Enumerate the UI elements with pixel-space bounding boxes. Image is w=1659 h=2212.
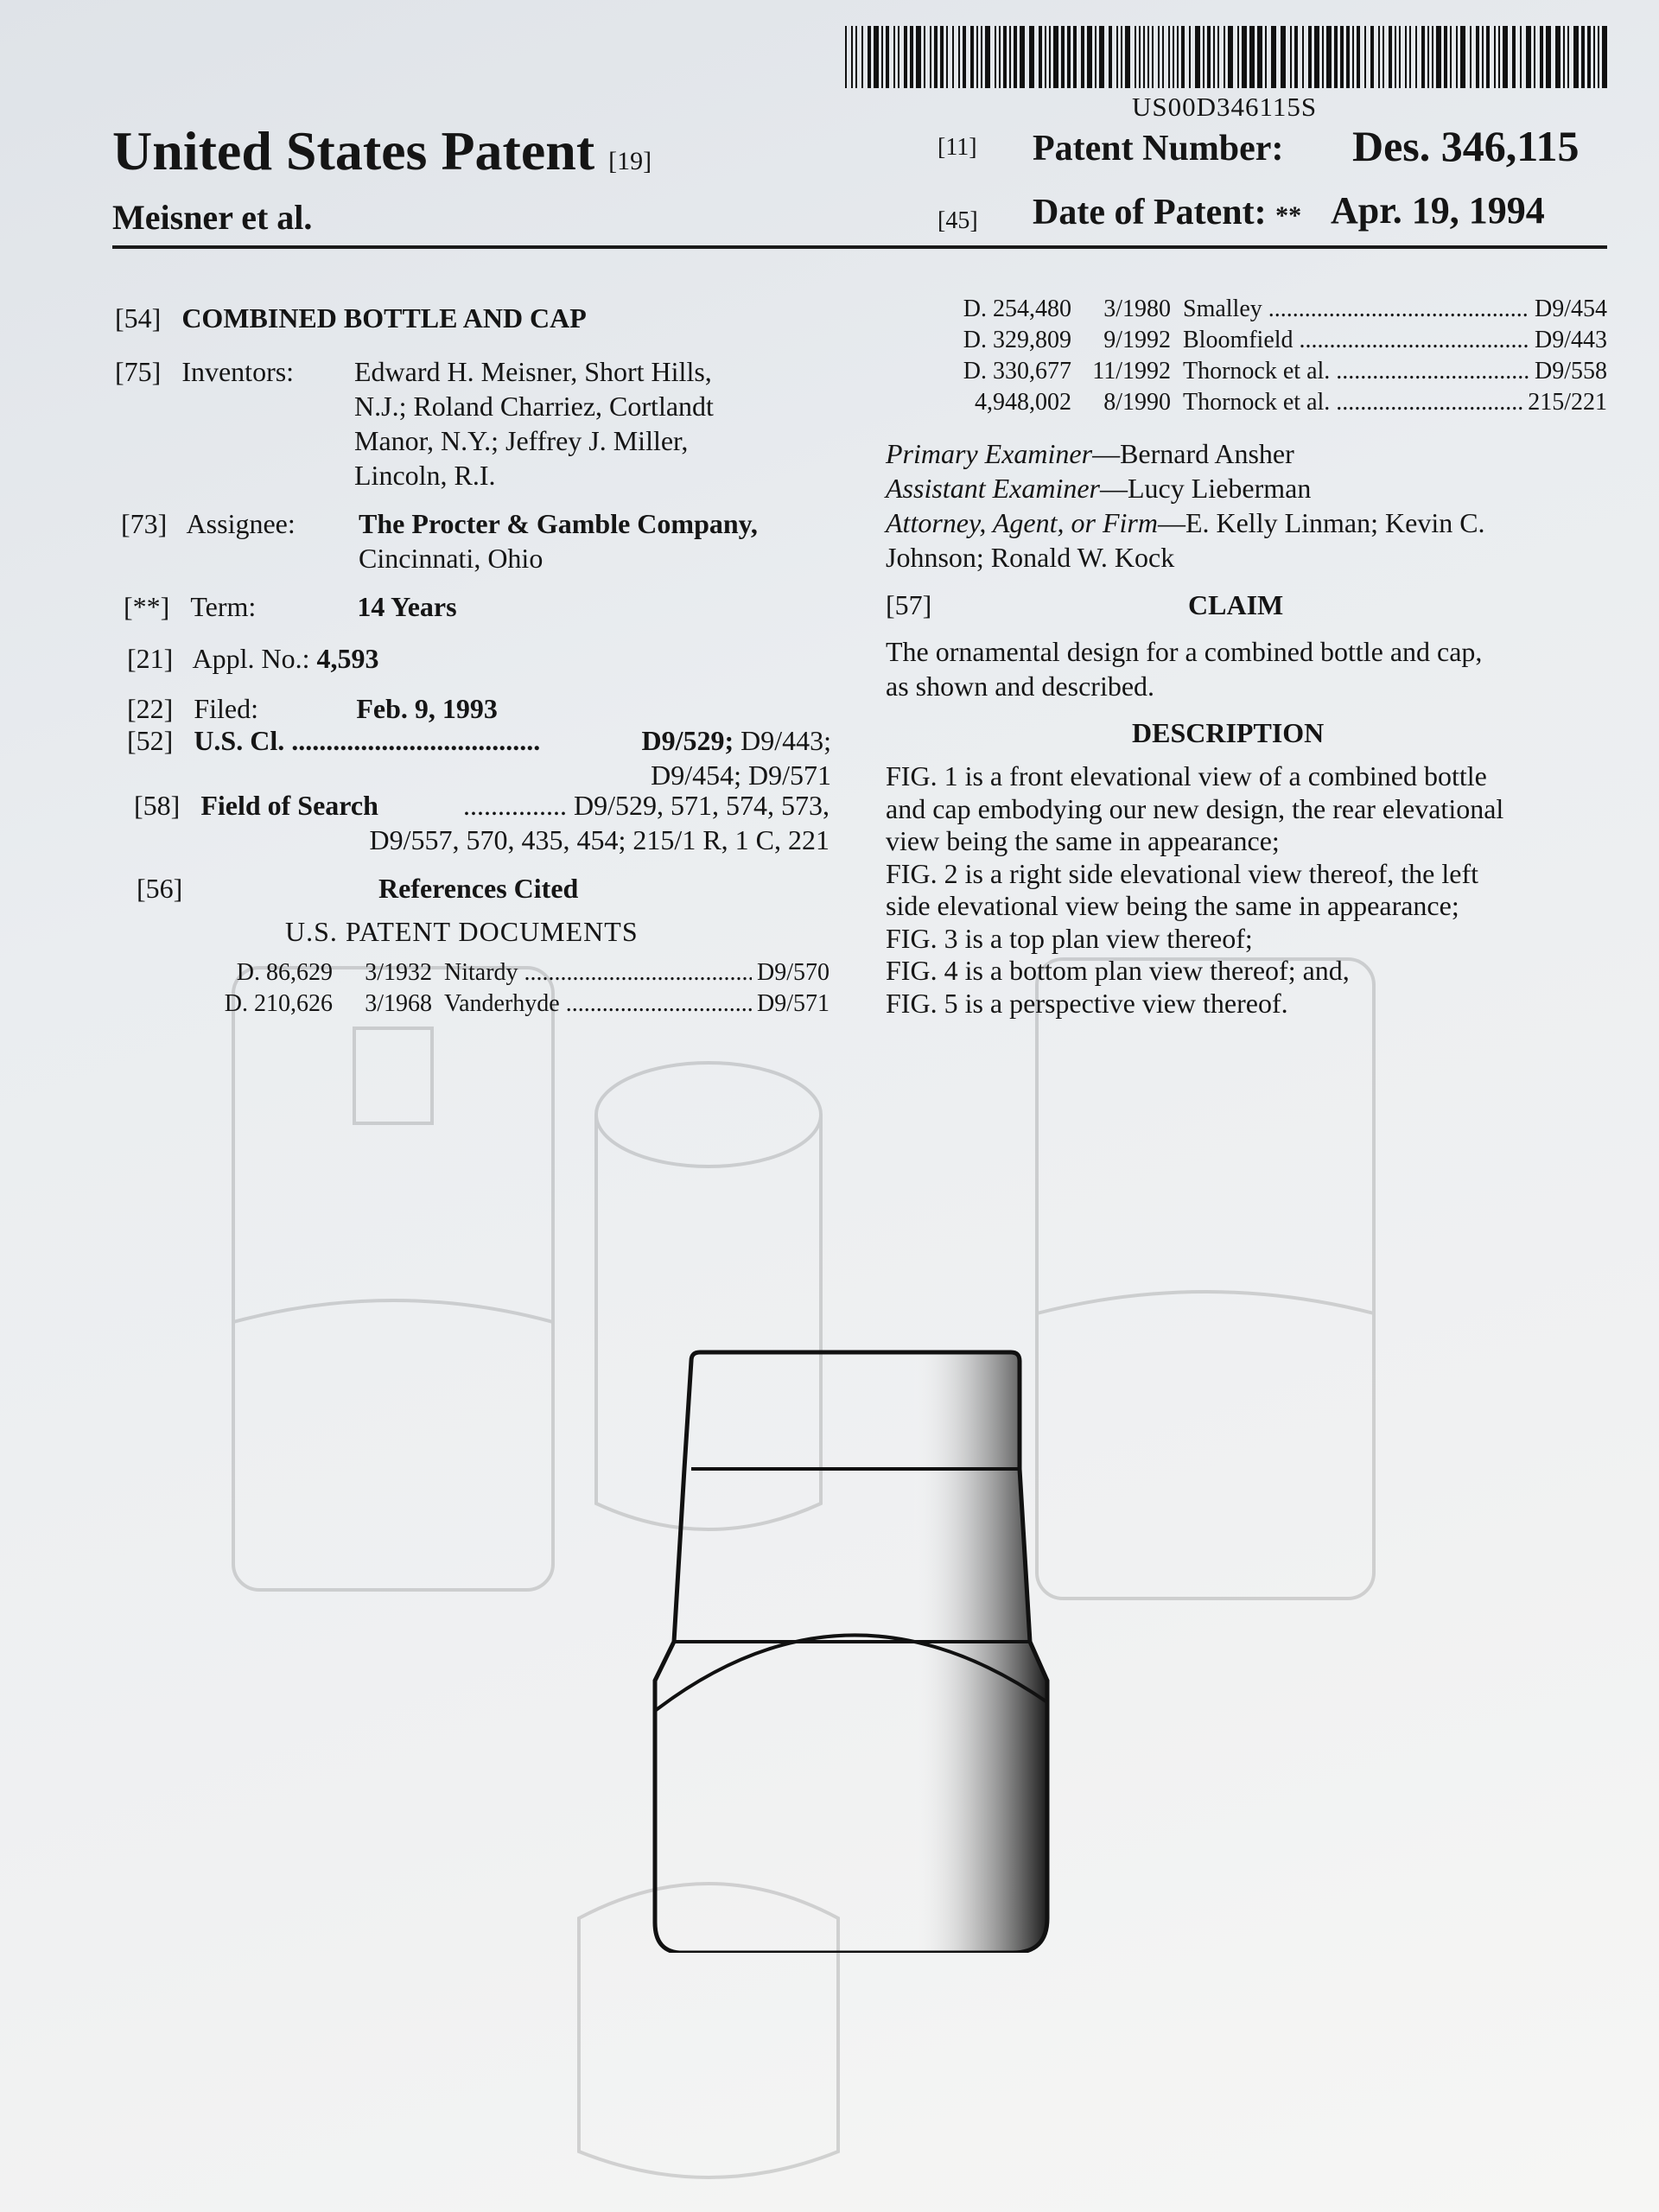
barcode-number: US00D346115S [1132,92,1318,122]
inventors-list: Edward H. Meisner, Short Hills, N.J.; Roland Charriez, Cortlandt Manor, N.Y.; Jeffrey J. Miller, Lincoln, R.I. [354,356,714,491]
claim-text: The ornamental design for a combined bottle and cap, as shown and described. [886,636,1483,702]
assignee: The Procter & Gamble Company, Cincinnati, Ohio [359,508,758,574]
patent-date: Apr. 19, 1994 [1331,189,1545,232]
references-list-right [916,294,1607,418]
patent-number-code: [11] [938,134,977,161]
field-of-search-label: [58] Field of Search [134,790,378,821]
inventors-field-label: [75] Inventors: [115,356,295,387]
bottle-cap-drawing [639,1348,1071,1953]
us-class-field-label: [52] U.S. Cl. .................................... [127,725,541,756]
inventors-short: Meisner et al. [112,198,313,237]
reference-row: D. 210,626 3/1968 Vanderhyde ..... D9/571 [177,988,830,1020]
bottle-body [655,1352,1047,1953]
title-field: [54] COMBINED BOTTLE AND CAP [115,302,587,334]
assignee-field-label: [73] Assignee: [121,508,296,539]
patent-number: Des. 346,115 [1352,122,1580,170]
date-code: [45] [938,207,978,234]
claim-heading: CLAIM [1188,589,1284,620]
term-field: [**] Term: 14 Years [124,591,457,622]
claim-code: [57] [886,589,932,620]
description-text: FIG. 1 is a front elevational view of a combined bottle and cap embodying our new design, the rear elevational view being the same in appearance; FIG. 2 is a right side elevational view thereof, the left side elevational view being the same in appearance; FIG. 3 is a top plan view thereof; FIG. 4 is a bottom plan view thereof; and, FIG. 5 is a perspective view thereof. [886,760,1504,1019]
references-list-left [177,957,830,1020]
field-of-search-values: ............... D9/529, 571, 574, 573, D9/557, 570, 435, 454; 215/1 R, 1 C, 221 [369,790,830,855]
us-patent-docs-heading: U.S. PATENT DOCUMENTS [285,916,639,947]
patent-office-title: United States Patent [19] [112,120,652,181]
reference-row: D. 330,677 11/1992 Thornock et al. ..... D9/558 [916,356,1607,387]
header-rule [112,245,1607,249]
date-label: Date of Patent: ** [1033,193,1302,232]
us-class-values: D9/529; D9/443; D9/454; D9/571 [641,725,831,791]
references-heading: References Cited [378,873,579,904]
barcode [845,26,1614,88]
reference-row: 4,948,002 8/1990 Thornock et al. ..... 215/221 [916,387,1607,418]
filed-field: [22] Filed: Feb. 9, 1993 [127,693,498,724]
application-number-field: [21] Appl. No.: 4,593 [127,643,379,674]
reference-row: D. 86,629 3/1932 Nitardy ..... D9/570 [177,957,830,988]
patent-number-label: Patent Number: [1033,129,1284,168]
description-heading: DESCRIPTION [1132,717,1325,748]
examiners-block: Primary Examiner—Bernard Ansher Assistant Examiner—Lucy Lieberman Attorney, Agent, or Firm—E. Kelly Linman; Kevin C. Johnson; Ronald W. Kock [886,438,1485,573]
reference-row: D. 329,809 9/1992 Bloomfield ..... D9/443 [916,325,1607,356]
reference-row: D. 254,480 3/1980 Smalley ..... D9/454 [916,294,1607,325]
references-code: [56] [137,873,183,904]
